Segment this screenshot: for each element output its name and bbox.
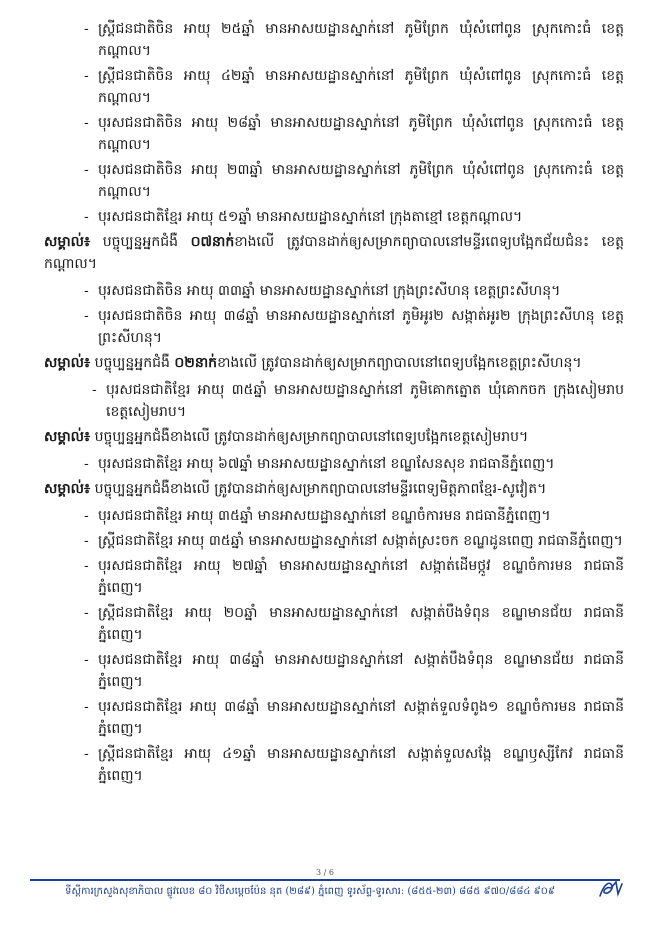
- case-text: បុរសជនជាតិចិន អាយុ ៣៨ឆ្នាំ មានអាសយដ្ឋានស្នាក់នៅ ភូមិអូរ២ សង្កាត់អូរ២ ក្រុងព្រះសីហនុ ខេត្តព្រះសីហនុ។: [98, 308, 624, 346]
- bullet-dash: -: [84, 746, 89, 762]
- bullet-dash: -: [84, 508, 89, 524]
- note-text: បច្ចុប្បន្នអ្នកជំងឺ: [90, 234, 191, 250]
- note-sihanoukville: [44, 352, 624, 374]
- bullet-dash: -: [84, 533, 89, 549]
- note-count: ០៧នាក់: [190, 234, 235, 250]
- footer-divider: [30, 879, 620, 881]
- bullet-dash: -: [84, 652, 89, 668]
- case-item: [44, 112, 624, 156]
- page-number: 3 / 6: [316, 868, 334, 877]
- note-text: បច្ចុប្បន្នអ្នកជំងឺខាងលើ ត្រូវបានដាក់ឲ្យសម្រាកព្យាបាលនៅពេទ្យបង្អែកខេត្តសៀមរាប។: [90, 429, 529, 445]
- note-label: សម្គាល់៖: [44, 355, 91, 371]
- case-list-phnom-penh: [44, 505, 624, 787]
- bullet-dash: -: [84, 115, 89, 131]
- document-body: [44, 18, 624, 790]
- note-count: ០២នាក់: [174, 355, 218, 371]
- note-text: បច្ចុប្បន្នអ្នកជំងឺ: [90, 355, 175, 371]
- case-text: បុរសជនជាតិខ្មែរ អាយុ ៣៨ឆ្នាំ មានអាសយដ្ឋានស្នាក់នៅ សង្កាត់បឹងទំពុន ខណ្ឌមានជ័យ រាជធានីភ្នំពេញ។: [98, 652, 624, 690]
- case-list-khmer-soviet: [44, 453, 624, 475]
- case-text: បុរសជនជាតិចិន អាយុ ៣៣ឆ្នាំ មានអាសយដ្ឋានស្នាក់នៅ ក្រុងព្រះសីហនុ ខេត្តព្រះសីហនុ។: [98, 283, 561, 299]
- case-item: [44, 743, 624, 787]
- bullet-dash: -: [84, 283, 89, 299]
- note-text: បច្ចុប្បន្នអ្នកជំងឺខាងលើ ត្រូវបានដាក់ឲ្យសម្រាកព្យាបាលនៅមន្ទីរពេទ្យមិត្តភាពខ្មែរ-សូវៀត។: [90, 481, 547, 497]
- footer-address: ទីស្តីការក្រសួងសុខាភិបាល ផ្លូវលេខ ៨០ វិថីសម្តេចប៉ែន នុត (២៨៩) ភ្នំពេញ ទូរស័ព្ទ-ទូរសារ: (៨៥៥-២៣) ៨៨៥ ៩៧០/៨៨៤ ៩០៩: [65, 886, 555, 897]
- case-text: បុរសជនជាតិខ្មែរ អាយុ ៥១ឆ្នាំ មានអាសយដ្ឋានស្នាក់នៅ ក្រុងតាខ្មៅ ខេត្តកណ្តាល។: [98, 209, 523, 225]
- case-text: បុរសជនជាតិខ្មែរ អាយុ ២៧ឆ្នាំ មានអាសយដ្ឋានស្នាក់នៅ សង្កាត់ដើមថ្កូវ ខណ្ឌចំការមន រាជធានីភ្នំពេញ។: [98, 558, 624, 596]
- bullet-dash: -: [84, 308, 89, 324]
- case-text: បុរសជនជាតិចិន អាយុ ២៣ឆ្នាំ មានអាសយដ្ឋានស្នាក់នៅ ភូមិព្រែក ឃុំសំពៅពូន ស្រុកកោះធំ ខេត្តកណ្តាល។: [98, 162, 624, 200]
- case-item: [44, 379, 624, 423]
- case-text: ស្ត្រីជនជាតិខ្មែរ អាយុ ២០ឆ្នាំ មានអាសយដ្ឋានស្នាក់នៅ សង្កាត់បឹងទំពុន ខណ្ឌមានជ័យ រាជធានីភ្នំពេញ។: [98, 605, 624, 643]
- case-item: [44, 555, 624, 599]
- case-item: [44, 305, 624, 349]
- case-item: [44, 159, 624, 203]
- case-list-kandal: [44, 18, 624, 228]
- note-kandal: [44, 231, 624, 275]
- case-text: បុរសជនជាតិខ្មែរ អាយុ ៣៨ឆ្នាំ មានអាសយដ្ឋានស្នាក់នៅ សង្កាត់ទួលទំពូង១ ខណ្ឌចំការមន រាជធានីភ្នំពេញ។: [98, 699, 624, 737]
- note-text: ខាងលើ ត្រូវបានដាក់ឲ្យសម្រាកព្យាបាលនៅពេទ្យបង្អែកខេត្តព្រះសីហនុ។: [217, 355, 582, 371]
- bullet-dash: -: [84, 558, 89, 574]
- case-text: បុរសជនជាតិចិន អាយុ ២៨ឆ្នាំ មានអាសយដ្ឋានស្នាក់នៅ ភូមិព្រែក ឃុំសំពៅពូន ស្រុកកោះធំ ខេត្តកណ្តាល។: [98, 115, 624, 153]
- signature-logo-icon: [596, 876, 626, 902]
- case-text: បុរសជនជាតិខ្មែរ អាយុ ៣៥ឆ្នាំ មានអាសយដ្ឋានស្នាក់នៅ ខណ្ឌចំការមន រាជធានីភ្នំពេញ។: [98, 508, 551, 524]
- case-list-siemreap: [44, 379, 624, 423]
- note-label: សម្គាល់៖: [44, 481, 91, 497]
- bullet-dash: -: [84, 162, 89, 178]
- case-item: [44, 696, 624, 740]
- case-text: ស្ត្រីជនជាតិខ្មែរ អាយុ ៣៥ឆ្នាំ មានអាសយដ្ឋានស្នាក់នៅ សង្កាត់ស្រះចក ខណ្ឌដូនពេញ រាជធានីភ្នំពេញ។: [98, 533, 623, 549]
- case-item: [44, 206, 624, 228]
- note-siemreap: [44, 426, 624, 448]
- case-item: [44, 649, 624, 693]
- case-text: ស្ត្រីជនជាតិចិន អាយុ ២៥ឆ្នាំ មានអាសយដ្ឋានស្នាក់នៅ ភូមិព្រែក ឃុំសំពៅពូន ស្រុកកោះធំ ខេត្តកណ្តាល។: [98, 21, 624, 59]
- case-item: [44, 18, 624, 62]
- note-text: ខាងលើ ត្រូវបានដាក់ឲ្យសម្រាកព្យាបាលនៅមន្ទីរពេទ្យបង្អែកជ័យជំនះ ខេត្តកណ្តាល។: [44, 234, 624, 272]
- case-text: បុរសជនជាតិខ្មែរ អាយុ ៦៧ឆ្នាំ មានអាសយដ្ឋានស្នាក់នៅ ខណ្ឌសែនសុខ រាជធានីភ្នំពេញ។: [98, 456, 555, 472]
- case-text: ស្ត្រីជនជាតិចិន អាយុ ៤២ឆ្នាំ មានអាសយដ្ឋានស្នាក់នៅ ភូមិព្រែក ឃុំសំពៅពូន ស្រុកកោះធំ ខេត្តកណ្តាល។: [98, 68, 624, 106]
- bullet-dash: -: [84, 209, 89, 225]
- bullet-dash: -: [84, 21, 89, 37]
- bullet-dash: -: [84, 605, 89, 621]
- bullet-dash: -: [84, 699, 89, 715]
- case-item: [44, 505, 624, 527]
- case-item: [44, 530, 624, 552]
- bullet-dash: -: [84, 68, 89, 84]
- case-list-sihanoukville: [44, 280, 624, 349]
- note-label: សម្គាល់៖: [44, 234, 91, 250]
- bullet-dash: -: [84, 456, 89, 472]
- bullet-dash: -: [92, 382, 97, 398]
- case-item: [44, 453, 624, 475]
- note-khmer-soviet: [44, 478, 624, 500]
- case-item: [44, 602, 624, 646]
- case-text: ស្ត្រីជនជាតិខ្មែរ អាយុ ៤១ឆ្នាំ មានអាសយដ្ឋានស្នាក់នៅ សង្កាត់ទួលសង្កែ ខណ្ឌឫស្សីកែវ រាជធានីភ្នំពេញ។: [98, 746, 624, 784]
- case-text: បុរសជនជាតិខ្មែរ អាយុ ៣៥ឆ្នាំ មានអាសយដ្ឋានស្នាក់នៅ ភូមិគោកត្នោត ឃុំគោកចក ក្រុងសៀមរាប ខេត្តសៀមរាប។: [106, 382, 624, 420]
- case-item: [44, 280, 624, 302]
- note-label: សម្គាល់៖: [44, 429, 91, 445]
- case-item: [44, 65, 624, 109]
